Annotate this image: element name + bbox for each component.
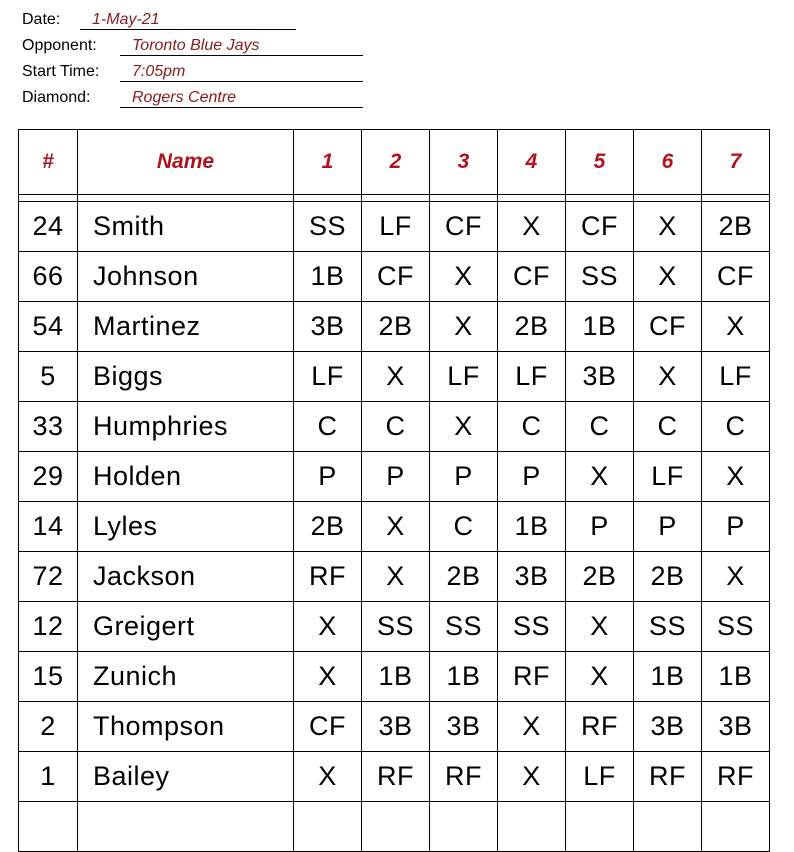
gap-cell: [566, 195, 634, 202]
inning-5-position: [566, 802, 634, 852]
inning-4-position: 1B: [498, 502, 566, 552]
table-row: [19, 702, 770, 752]
inning-5-position: RF: [566, 702, 634, 752]
inning-6-position: 3B: [634, 702, 702, 752]
inning-2-position: X: [362, 502, 430, 552]
inning-3-position: P: [430, 452, 498, 502]
player-name: [78, 802, 294, 852]
inning-2-position: 1B: [362, 652, 430, 702]
start-time-label: Start Time:: [22, 63, 100, 80]
inning-1-position: SS: [294, 202, 362, 252]
inning-2-position: 3B: [362, 702, 430, 752]
inning-6-position: CF: [634, 302, 702, 352]
inning-3-position: 1B: [430, 652, 498, 702]
inning-1-position: X: [294, 752, 362, 802]
gap-cell: [634, 195, 702, 202]
inning-5-position: 2B: [566, 552, 634, 602]
inning-5-position: P: [566, 502, 634, 552]
inning-5-position: 1B: [566, 302, 634, 352]
inning-5-position: X: [566, 602, 634, 652]
inning-2-position: X: [362, 352, 430, 402]
inning-5-position: 3B: [566, 352, 634, 402]
player-number: 54: [19, 302, 78, 352]
opponent-value: Toronto Blue Jays: [120, 36, 363, 56]
inning-2-position: SS: [362, 602, 430, 652]
inning-1-position: X: [294, 602, 362, 652]
header-inning-6: 6: [634, 130, 702, 195]
player-name: Bailey: [78, 752, 294, 802]
header-inning-7: 7: [702, 130, 770, 195]
player-number: 33: [19, 402, 78, 452]
inning-7-position: 1B: [702, 652, 770, 702]
inning-4-position: CF: [498, 252, 566, 302]
player-number: 66: [19, 252, 78, 302]
header-gap: [19, 195, 770, 202]
player-number: 29: [19, 452, 78, 502]
inning-3-position: RF: [430, 752, 498, 802]
player-name: Johnson: [78, 252, 294, 302]
gap-cell: [702, 195, 770, 202]
header-number: #: [19, 130, 78, 195]
inning-5-position: SS: [566, 252, 634, 302]
player-name: Greigert: [78, 602, 294, 652]
inning-4-position: X: [498, 702, 566, 752]
gap-cell: [19, 195, 78, 202]
inning-6-position: C: [634, 402, 702, 452]
inning-6-position: SS: [634, 602, 702, 652]
gap-cell: [498, 195, 566, 202]
table-row: [19, 452, 770, 502]
inning-7-position: X: [702, 302, 770, 352]
player-name: Biggs: [78, 352, 294, 402]
lineup-table: [18, 129, 770, 852]
inning-5-position: X: [566, 452, 634, 502]
player-number: 1: [19, 752, 78, 802]
player-number: 24: [19, 202, 78, 252]
table-row: [19, 402, 770, 452]
inning-6-position: P: [634, 502, 702, 552]
opponent-row: [22, 36, 382, 62]
inning-6-position: 1B: [634, 652, 702, 702]
inning-1-position: LF: [294, 352, 362, 402]
player-name: Lyles: [78, 502, 294, 552]
start-time-row: [22, 62, 382, 88]
table-row: [19, 502, 770, 552]
player-name: Smith: [78, 202, 294, 252]
inning-7-position: 2B: [702, 202, 770, 252]
inning-6-position: X: [634, 202, 702, 252]
inning-1-position: P: [294, 452, 362, 502]
inning-4-position: X: [498, 202, 566, 252]
player-name: Humphries: [78, 402, 294, 452]
table-row: [19, 552, 770, 602]
header-inning-4: 4: [498, 130, 566, 195]
inning-7-position: X: [702, 452, 770, 502]
inning-1-position: RF: [294, 552, 362, 602]
inning-4-position: C: [498, 402, 566, 452]
inning-5-position: C: [566, 402, 634, 452]
inning-3-position: X: [430, 252, 498, 302]
inning-7-position: 3B: [702, 702, 770, 752]
inning-4-position: RF: [498, 652, 566, 702]
inning-3-position: X: [430, 302, 498, 352]
table-row: [19, 202, 770, 252]
player-name: Martinez: [78, 302, 294, 352]
table-row: [19, 252, 770, 302]
inning-4-position: SS: [498, 602, 566, 652]
inning-4-position: [498, 802, 566, 852]
header-row: [19, 130, 770, 195]
inning-3-position: LF: [430, 352, 498, 402]
inning-3-position: SS: [430, 602, 498, 652]
inning-6-position: X: [634, 352, 702, 402]
header-inning-1: 1: [294, 130, 362, 195]
table-row: [19, 652, 770, 702]
inning-1-position: [294, 802, 362, 852]
inning-1-position: 3B: [294, 302, 362, 352]
inning-7-position: CF: [702, 252, 770, 302]
player-number: 2: [19, 702, 78, 752]
inning-7-position: LF: [702, 352, 770, 402]
inning-3-position: C: [430, 502, 498, 552]
inning-7-position: C: [702, 402, 770, 452]
inning-7-position: [702, 802, 770, 852]
header-inning-5: 5: [566, 130, 634, 195]
date-label: Date:: [22, 11, 61, 28]
gap-cell: [430, 195, 498, 202]
inning-4-position: LF: [498, 352, 566, 402]
inning-7-position: RF: [702, 752, 770, 802]
table-row: [19, 602, 770, 652]
gap-cell: [78, 195, 294, 202]
inning-2-position: C: [362, 402, 430, 452]
inning-6-position: RF: [634, 752, 702, 802]
inning-3-position: X: [430, 402, 498, 452]
table-row: [19, 752, 770, 802]
player-number: 14: [19, 502, 78, 552]
inning-2-position: [362, 802, 430, 852]
inning-4-position: P: [498, 452, 566, 502]
inning-7-position: SS: [702, 602, 770, 652]
gap-cell: [362, 195, 430, 202]
player-name: Jackson: [78, 552, 294, 602]
date-row: [22, 10, 382, 36]
diamond-label: Diamond:: [22, 89, 91, 106]
diamond-value: Rogers Centre: [120, 88, 363, 108]
inning-3-position: [430, 802, 498, 852]
inning-2-position: RF: [362, 752, 430, 802]
inning-4-position: 2B: [498, 302, 566, 352]
player-number: 5: [19, 352, 78, 402]
player-name: Zunich: [78, 652, 294, 702]
inning-5-position: X: [566, 652, 634, 702]
inning-4-position: X: [498, 752, 566, 802]
inning-2-position: CF: [362, 252, 430, 302]
inning-3-position: 3B: [430, 702, 498, 752]
player-number: 15: [19, 652, 78, 702]
inning-5-position: CF: [566, 202, 634, 252]
inning-4-position: 3B: [498, 552, 566, 602]
inning-3-position: 2B: [430, 552, 498, 602]
inning-1-position: CF: [294, 702, 362, 752]
inning-2-position: X: [362, 552, 430, 602]
player-number: 12: [19, 602, 78, 652]
date-value: 1-May-21: [80, 10, 296, 30]
inning-6-position: 2B: [634, 552, 702, 602]
diamond-row: [22, 88, 382, 114]
player-number: 72: [19, 552, 78, 602]
inning-5-position: LF: [566, 752, 634, 802]
table-row: [19, 352, 770, 402]
inning-7-position: X: [702, 552, 770, 602]
inning-1-position: 1B: [294, 252, 362, 302]
inning-6-position: LF: [634, 452, 702, 502]
header-name: Name: [78, 130, 294, 195]
inning-6-position: X: [634, 252, 702, 302]
player-number: [19, 802, 78, 852]
player-name: Thompson: [78, 702, 294, 752]
table-row: [19, 802, 770, 852]
inning-1-position: 2B: [294, 502, 362, 552]
gap-cell: [294, 195, 362, 202]
inning-2-position: LF: [362, 202, 430, 252]
inning-1-position: C: [294, 402, 362, 452]
header-inning-2: 2: [362, 130, 430, 195]
inning-1-position: X: [294, 652, 362, 702]
start-time-value: 7:05pm: [120, 62, 363, 82]
player-name: Holden: [78, 452, 294, 502]
inning-7-position: P: [702, 502, 770, 552]
header-inning-3: 3: [430, 130, 498, 195]
inning-6-position: [634, 802, 702, 852]
table-row: [19, 302, 770, 352]
opponent-label: Opponent:: [22, 37, 97, 54]
inning-2-position: P: [362, 452, 430, 502]
inning-3-position: CF: [430, 202, 498, 252]
inning-2-position: 2B: [362, 302, 430, 352]
